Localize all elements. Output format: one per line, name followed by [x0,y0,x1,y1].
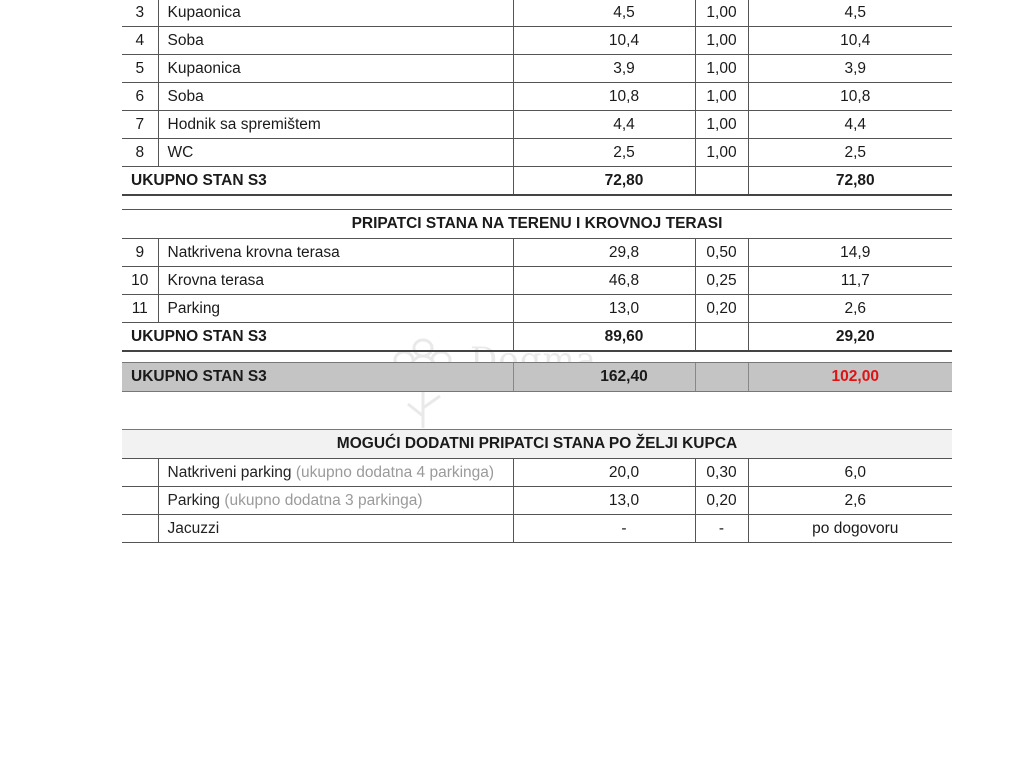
table-row [122,139,952,167]
room-name: WC [158,139,513,167]
room-area: 2,5 [513,139,695,167]
optional-name-cell [158,515,513,543]
room-number: 4 [122,27,158,55]
optional-extras-table [122,429,952,543]
optional-net-area: 6,0 [748,459,952,487]
optional-header-row [122,430,952,459]
section-header-row [122,210,952,239]
table-row [122,55,952,83]
optional-title: MOGUĆI DODATNI PRIPATCI STANA PO ŽELJI KUPCA [122,430,952,459]
room-net-area: 11,7 [748,267,952,295]
table-row [122,515,952,543]
room-number: 6 [122,83,158,111]
room-net-area: 4,5 [748,0,952,27]
optional-net-area: po dogovoru [748,515,952,543]
room-number: 9 [122,239,158,267]
total-coefficient [695,363,748,392]
room-net-area: 2,6 [748,295,952,323]
total-area: 89,60 [513,323,695,352]
room-area: 13,0 [513,295,695,323]
table-row [122,295,952,323]
room-coefficient: 0,20 [695,295,748,323]
room-area: 10,8 [513,83,695,111]
room-area: 10,4 [513,27,695,55]
table-row [122,459,952,487]
total-row-apartment [122,167,952,196]
optional-number [122,487,158,515]
apartment-area-table [122,0,952,392]
room-area: 4,5 [513,0,695,27]
spacer-row [122,195,952,210]
optional-name: Jacuzzi [167,519,220,537]
room-number: 10 [122,267,158,295]
total-net-area: 29,20 [748,323,952,352]
optional-name: Natkriveni parking [167,463,292,481]
optional-net-area: 2,6 [748,487,952,515]
room-coefficient: 1,00 [695,27,748,55]
room-net-area: 10,8 [748,83,952,111]
optional-coefficient: 0,20 [695,487,748,515]
room-name: Krovna terasa [158,267,513,295]
room-number: 8 [122,139,158,167]
section-title: PRIPATCI STANA NA TERENU I KROVNOJ TERASI [122,210,952,239]
room-coefficient: 1,00 [695,139,748,167]
total-label: UKUPNO STAN S3 [122,167,513,196]
room-coefficient: 1,00 [695,111,748,139]
total-row-extras [122,323,952,352]
total-net-area: 72,80 [748,167,952,196]
room-coefficient: 0,25 [695,267,748,295]
optional-name-cell [158,459,513,487]
room-name: Soba [158,27,513,55]
grand-total-row [122,363,952,392]
room-number: 7 [122,111,158,139]
table-row [122,27,952,55]
optional-name: Parking [167,491,221,509]
table-row [122,239,952,267]
total-label: UKUPNO STAN S3 [122,323,513,352]
optional-area: 20,0 [513,459,695,487]
room-coefficient: 1,00 [695,55,748,83]
table-row [122,0,952,27]
total-coefficient [695,323,748,352]
room-name: Soba [158,83,513,111]
room-number: 5 [122,55,158,83]
optional-hint: (ukupno dodatna 4 parkinga) [295,463,495,481]
room-name: Kupaonica [158,0,513,27]
room-coefficient: 1,00 [695,0,748,27]
room-name: Kupaonica [158,55,513,83]
room-coefficient: 1,00 [695,83,748,111]
room-area: 46,8 [513,267,695,295]
optional-number [122,459,158,487]
total-coefficient [695,167,748,196]
optional-extras-table-body [122,430,952,543]
room-net-area: 4,4 [748,111,952,139]
spacer-cell [122,195,952,210]
room-name: Parking [158,295,513,323]
room-net-area: 2,5 [748,139,952,167]
optional-area: 13,0 [513,487,695,515]
spacer-row [122,351,952,363]
room-name: Hodnik sa spremištem [158,111,513,139]
total-area: 72,80 [513,167,695,196]
room-net-area: 14,9 [748,239,952,267]
room-net-area: 10,4 [748,27,952,55]
table-row [122,267,952,295]
room-net-area: 3,9 [748,55,952,83]
optional-name-cell [158,487,513,515]
table-row [122,111,952,139]
total-label: UKUPNO STAN S3 [122,363,513,392]
optional-area: - [513,515,695,543]
apartment-area-table-body [122,0,952,392]
room-area: 3,9 [513,55,695,83]
total-net-area: 102,00 [748,363,952,392]
watermark-text: Dogma [470,340,598,380]
room-area: 29,8 [513,239,695,267]
room-coefficient: 0,50 [695,239,748,267]
room-name: Natkrivena krovna terasa [158,239,513,267]
total-area: 162,40 [513,363,695,392]
optional-number [122,515,158,543]
room-number: 3 [122,0,158,27]
table-row [122,487,952,515]
optional-coefficient: - [695,515,748,543]
table-row [122,83,952,111]
room-area: 4,4 [513,111,695,139]
optional-coefficient: 0,30 [695,459,748,487]
spacer-cell [122,351,952,363]
room-number: 11 [122,295,158,323]
optional-hint: (ukupno dodatna 3 parkinga) [224,491,423,509]
